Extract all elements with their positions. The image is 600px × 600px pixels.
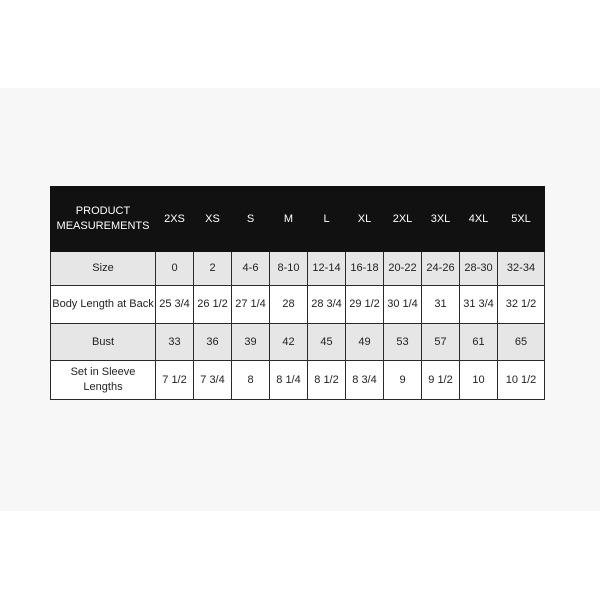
table-cell: 25 3/4 xyxy=(156,286,194,324)
table-cell: 32-34 xyxy=(498,252,545,286)
table-cell: 24-26 xyxy=(422,252,460,286)
size-header: 4XL xyxy=(460,187,498,252)
row-label: Size xyxy=(51,252,156,286)
table-cell: 28 3/4 xyxy=(308,286,346,324)
table-cell: 31 xyxy=(422,286,460,324)
table-cell: 0 xyxy=(156,252,194,286)
row-label: Bust xyxy=(51,324,156,361)
header-row xyxy=(51,187,545,252)
table-cell: 26 1/2 xyxy=(194,286,232,324)
table-cell: 20-22 xyxy=(384,252,422,286)
size-chart-table xyxy=(50,186,545,400)
table-cell: 31 3/4 xyxy=(460,286,498,324)
table-cell: 10 1/2 xyxy=(498,361,545,400)
table-cell: 36 xyxy=(194,324,232,361)
table-cell: 27 1/4 xyxy=(232,286,270,324)
table-cell: 7 1/2 xyxy=(156,361,194,400)
table-cell: 10 xyxy=(460,361,498,400)
table-cell: 32 1/2 xyxy=(498,286,545,324)
size-header: XL xyxy=(346,187,384,252)
table-cell: 28 xyxy=(270,286,308,324)
header-label: PRODUCT MEASUREMENTS xyxy=(51,187,156,252)
size-header: 2XL xyxy=(384,187,422,252)
table-cell: 8 1/2 xyxy=(308,361,346,400)
table-cell: 12-14 xyxy=(308,252,346,286)
table-cell: 29 1/2 xyxy=(346,286,384,324)
table-cell: 8 xyxy=(232,361,270,400)
table-cell: 57 xyxy=(422,324,460,361)
table-cell: 9 xyxy=(384,361,422,400)
table-cell: 8-10 xyxy=(270,252,308,286)
table-cell: 2 xyxy=(194,252,232,286)
table-cell: 53 xyxy=(384,324,422,361)
table-cell: 33 xyxy=(156,324,194,361)
size-header: M xyxy=(270,187,308,252)
table-cell: 65 xyxy=(498,324,545,361)
table-cell: 8 3/4 xyxy=(346,361,384,400)
size-header: S xyxy=(232,187,270,252)
size-header: 5XL xyxy=(498,187,545,252)
table-cell: 45 xyxy=(308,324,346,361)
table-row-size xyxy=(51,252,545,286)
table-cell: 8 1/4 xyxy=(270,361,308,400)
table-cell: 49 xyxy=(346,324,384,361)
size-header: XS xyxy=(194,187,232,252)
size-header: 2XS xyxy=(156,187,194,252)
table-cell: 16-18 xyxy=(346,252,384,286)
size-header: L xyxy=(308,187,346,252)
table-cell: 61 xyxy=(460,324,498,361)
table-row-sleeve-length xyxy=(51,361,545,400)
table-cell: 39 xyxy=(232,324,270,361)
table-cell: 4-6 xyxy=(232,252,270,286)
table-row-bust xyxy=(51,324,545,361)
table-cell: 30 1/4 xyxy=(384,286,422,324)
table-cell: 7 3/4 xyxy=(194,361,232,400)
row-label: Body Length at Back xyxy=(51,286,156,324)
table-row-body-length xyxy=(51,286,545,324)
table-cell: 42 xyxy=(270,324,308,361)
size-header: 3XL xyxy=(422,187,460,252)
table-cell: 9 1/2 xyxy=(422,361,460,400)
row-label: Set in Sleeve Lengths xyxy=(51,361,156,400)
table-cell: 28-30 xyxy=(460,252,498,286)
